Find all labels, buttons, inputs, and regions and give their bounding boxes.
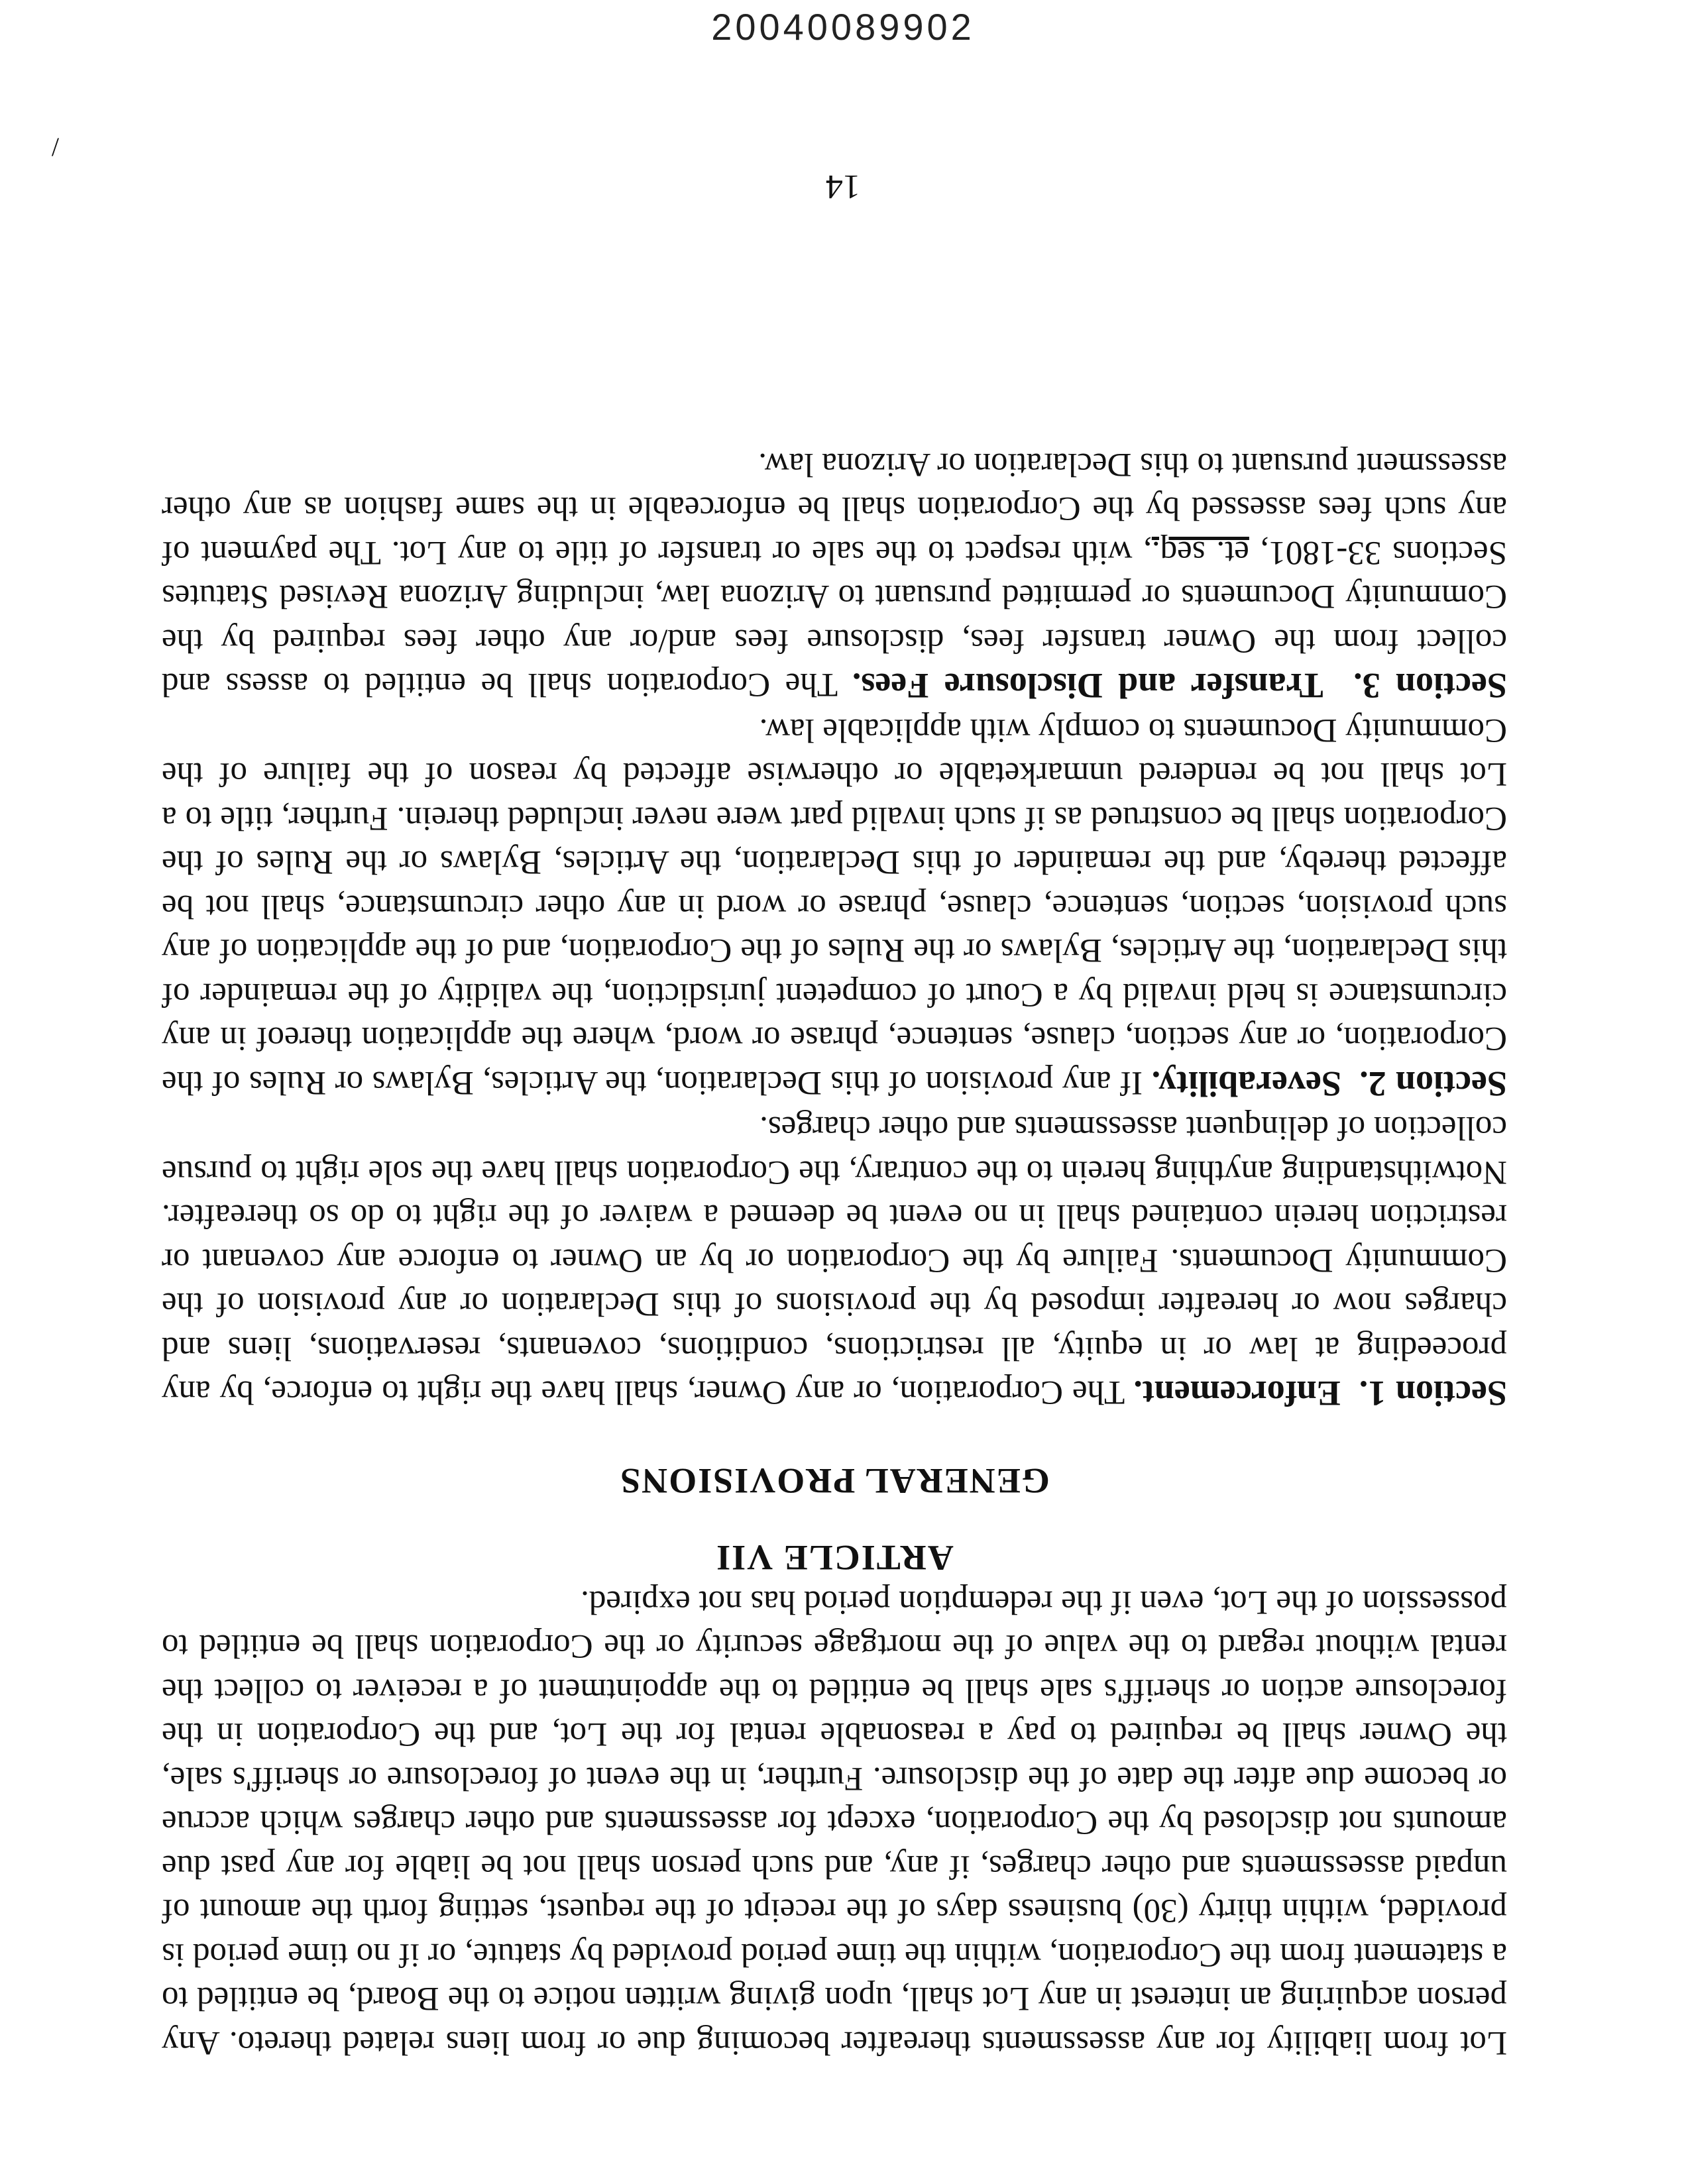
section-2 xyxy=(162,708,1507,1107)
section-3 xyxy=(162,443,1507,708)
continued-paragraph: Lot from liability for any assessments thereafter becoming due or from liens related thereto. Any person acquiring an interest in any Lot shall, upon giving written notice to the Board, be entitled to a statement from the Corporation, within the time period provided by statute, or if no time period is provided, within thirty (30) business days of the receipt of the request, setting forth the amount of unpaid assessments and other charges, if any, and such person shall not be liable for any past due amounts not disclosed by the Corporation, except for assessments and other charges which accrue or become due after the date of the disclosure. Further, in the event of foreclosure or sheriff's sale, the Owner shall be required to pay a reasonable rental for the Lot, and the Corporation in the foreclosure action or sheriff's sale shall be entitled to the appointment of a receiver to collect the rental without regard to the value of the mortgage security or the Corporation shall be entitled to possession of the Lot, even if the redemption period has not expired. xyxy=(162,1584,1507,2061)
section-1-heading: Section 1. xyxy=(1359,1374,1507,1414)
section-2-heading: Section 2. xyxy=(1359,1064,1507,1104)
page-content xyxy=(162,443,1507,2065)
article-title: GENERAL PROVISIONS xyxy=(619,1461,1050,1502)
section-3-text-before: The Corporation shall be entitled to assess and collect from the Owner transfer fees, disclosure fees and/or any other fees required by the Community Documents or permitted pursuant to Arizona law, including Arizona Revised Statutes Sections 33-1801, xyxy=(162,534,1507,704)
section-1-title: Enforcement. xyxy=(1133,1374,1341,1414)
article-number: ARTICLE VII xyxy=(715,1538,954,1578)
section-3-heading: Section 3. xyxy=(1353,666,1507,706)
section-3-title: Transfer and Disclosure Fees. xyxy=(852,666,1323,706)
page-number: 14 xyxy=(826,168,860,205)
document-id: 20040089902 xyxy=(711,6,975,48)
section-1-text: The Corporation, or any Owner, shall have the right to enforce, by any proceeding at law or in equity, all restrictions, conditions, covenants, reservations, liens and charges now or hereafter imposed by the provisions of this Declaration or any provision of the Community Documents. Failure by the Corporation or by an Owner to enforce any covenant or restriction herein contained shall in no event be deemed a waiver of the right to do so thereafter. Notwithstanding anything herein to the contrary, the Corporation shall have the sole right to pursue collection of delinquent assessments and other charges. xyxy=(162,1109,1507,1411)
section-2-title: Severability. xyxy=(1151,1064,1342,1104)
section-2-text: If any provision of this Declaration, the Articles, Bylaws or Rules of the Corporation, or any section, clause, sentence, phrase or word, where the application thereof in any circumstance is held invalid by a Court of competent jurisdiction, the validity of the remainder of this Declaration, the Articles, Bylaws or the Rules of the Corporation, and of the application of any such provision, section, sentence, clause, phrase or word in any other circumstance, shall not be affected thereby, and the remainder of this Declaration, the Articles, Bylaws or the Rules of the Corporation shall be construed as if such invalid part were never included therein. Further, title to a Lot shall not be rendered unmarketable or otherwise affected by reason of the failure of the Community Documents to comply with applicable law. xyxy=(161,712,1507,1101)
section-3-text-after: , with respect to the sale or transfer of title to any Lot. The payment of any such fees assessed by the Corporation shall be enforceable in the same fashion as any other assessment pursuant to this Declaration or Arizona law. xyxy=(161,446,1507,571)
section-1 xyxy=(162,1106,1507,1416)
section-3-text-underlined: et. seq. xyxy=(1151,534,1249,571)
stray-mark: / xyxy=(51,133,59,162)
